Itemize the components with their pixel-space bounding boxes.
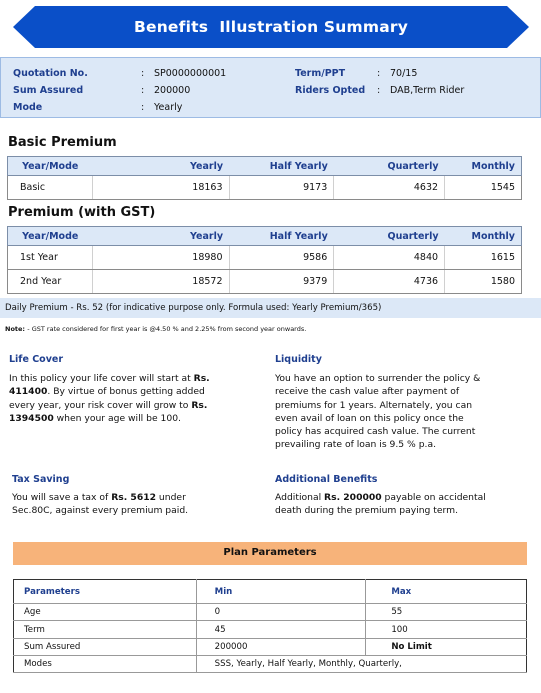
- title-banner: [13, 6, 529, 48]
- cell-quarterly: 4840: [334, 246, 445, 270]
- cell-monthly: 1580: [445, 270, 522, 294]
- note-label: Note:: [5, 325, 28, 333]
- gst-note: [5, 325, 306, 333]
- gst-premium-table: [7, 226, 522, 294]
- colon: :: [377, 68, 381, 79]
- liquidity-text: You have an option to surrender the policy & receive the cash value after payment of premiums for 1 years. Alternately, you can even avail of loan on this policy once the policy has acquired cash value. The current prevailing rate of loan is 9.5 % p.a.: [275, 373, 481, 451]
- tax-saving-heading: Tax Saving: [12, 474, 70, 485]
- param-min: 200000: [196, 638, 366, 655]
- cell-quarterly: 4736: [334, 270, 445, 294]
- row-label: Basic: [8, 176, 93, 200]
- term-ppt-label: Term/PPT: [295, 68, 346, 79]
- tax-saving-text-part: You will save a tax of: [12, 492, 112, 503]
- additional-text-part: Additional: [275, 492, 325, 503]
- table-row: [14, 655, 527, 672]
- riders-opted-value: DAB,Term Rider: [390, 85, 465, 96]
- plan-parameters-table: [13, 579, 527, 673]
- cell-quarterly: 4632: [334, 176, 445, 200]
- table-row: [14, 604, 527, 621]
- cell-monthly: 1545: [445, 176, 522, 200]
- colon: :: [141, 85, 145, 96]
- cell-half-yearly: 9173: [229, 176, 334, 200]
- param-min: 0: [196, 604, 366, 621]
- table-header-row: [8, 157, 522, 176]
- mode-value: Yearly: [154, 102, 183, 113]
- quotation-no-label: Quotation No.: [13, 68, 88, 79]
- colon: :: [377, 85, 381, 96]
- col-header: Parameters: [14, 580, 197, 604]
- col-header: Min: [196, 580, 366, 604]
- basic-premium-heading: Basic Premium: [8, 135, 117, 150]
- col-header: Year/Mode: [8, 227, 93, 246]
- param-modes: SSS, Yearly, Half Yearly, Monthly, Quarterly,: [196, 655, 526, 672]
- param-name: Age: [14, 604, 197, 621]
- liquidity-heading: Liquidity: [275, 354, 322, 365]
- life-cover-text-part: when your age will be 100.: [53, 412, 181, 424]
- param-max: 100: [366, 621, 527, 638]
- tax-saving-text-part: under Sec.80C, against every premium paid.: [12, 492, 189, 517]
- col-header: Yearly: [92, 157, 229, 176]
- colon: :: [141, 68, 145, 79]
- life-cover-heading: Life Cover: [9, 354, 64, 365]
- param-name: Term: [14, 621, 197, 638]
- row-label: 1st Year: [8, 246, 93, 270]
- daily-premium-bar: Daily Premium - Rs. 52 (for indicative purpose only. Formula used: Yearly Premium/365): [0, 298, 541, 318]
- plan-parameters-heading: Plan Parameters: [13, 542, 527, 565]
- col-header: Quarterly: [334, 157, 445, 176]
- param-max: 55: [366, 604, 527, 621]
- tax-saving-amount: Rs. 5612: [111, 492, 157, 503]
- life-cover-amount: Rs. 411400: [9, 373, 210, 398]
- colon: :: [141, 102, 145, 113]
- additional-text-part: payable on accidental death during the premium paying term.: [275, 492, 486, 517]
- param-min: 45: [196, 621, 366, 638]
- col-header: Half Yearly: [229, 227, 334, 246]
- term-ppt-value: 70/15: [390, 68, 418, 79]
- table-header-row: [8, 227, 522, 246]
- risk-cover-amount: Rs. 1394500: [9, 399, 208, 424]
- sum-assured-label: Sum Assured: [13, 85, 84, 96]
- table-row: [8, 270, 522, 294]
- param-name: Sum Assured: [14, 638, 197, 655]
- tax-saving-text: [12, 491, 212, 518]
- additional-benefit-amount: Rs. 200000: [324, 492, 382, 503]
- life-cover-text-part: . By virtue of bonus getting added every year, your risk cover will grow to: [9, 386, 205, 411]
- page-title: Benefits Illustration Summary: [133, 18, 409, 36]
- riders-opted-label: Riders Opted: [295, 85, 366, 96]
- cell-yearly: 18572: [92, 270, 229, 294]
- col-header: Yearly: [92, 227, 229, 246]
- table-header-row: [14, 580, 527, 604]
- additional-benefits-text: [275, 491, 490, 518]
- cell-half-yearly: 9586: [229, 246, 334, 270]
- additional-benefits-heading: Additional Benefits: [275, 474, 378, 485]
- life-cover-text: [9, 372, 214, 425]
- mode-label: Mode: [13, 102, 43, 113]
- col-header: Monthly: [445, 227, 522, 246]
- col-header: Quarterly: [334, 227, 445, 246]
- quotation-panel: [0, 57, 541, 118]
- col-header: Max: [366, 580, 527, 604]
- gst-premium-heading: Premium (with GST): [8, 205, 156, 220]
- cell-half-yearly: 9379: [229, 270, 334, 294]
- note-text: - GST rate considered for first year is @4.50 % and 2.25% from second year onwards.: [27, 325, 307, 333]
- param-max: No Limit: [366, 638, 527, 655]
- row-label: 2nd Year: [8, 270, 93, 294]
- quotation-no-value: SP0000000001: [154, 68, 227, 79]
- cell-yearly: 18163: [92, 176, 229, 200]
- sum-assured-value: 200000: [154, 85, 191, 96]
- col-header: Year/Mode: [8, 157, 93, 176]
- table-row: [8, 246, 522, 270]
- cell-yearly: 18980: [92, 246, 229, 270]
- life-cover-text-part: In this policy your life cover will start at: [9, 373, 194, 384]
- cell-monthly: 1615: [445, 246, 522, 270]
- col-header: Monthly: [445, 157, 522, 176]
- table-row: [8, 176, 522, 200]
- basic-premium-table: [7, 156, 522, 200]
- col-header: Half Yearly: [229, 157, 334, 176]
- table-row: [14, 638, 527, 655]
- param-name: Modes: [14, 655, 197, 672]
- table-row: [14, 621, 527, 638]
